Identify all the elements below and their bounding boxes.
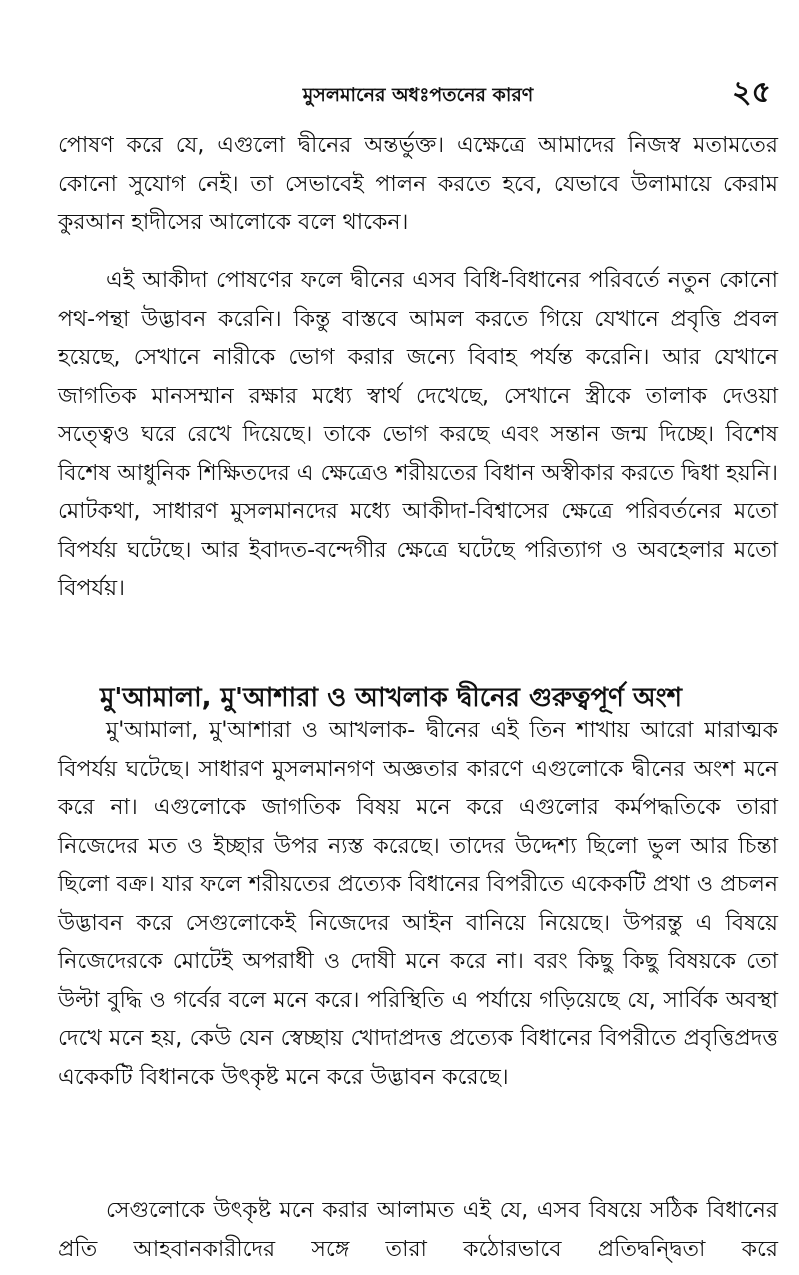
paragraph-3: মু'আমালা, মু'আশারা ও আখলাক- দ্বীনের এই তিন শাখায় আরো মারাত্মক বিপর্যয় ঘটেছে। সাধারণ মুসলমানগণ অজ্ঞতার কারণে এগুলোকে দ্বীনের অংশ মনে করে না। এগুলোকে জাগতিক বিষয় মনে করে এগুলোর কর্মপদ্ধতিকে তারা নিজেদের মত ও ইচ্ছার উপর ন্যস্ত করেছে। তাদের উদ্দেশ্য ছিলো ভুল আর চিন্তা ছিলো বক্র। যার ফলে শরীয়তের প্রত্যেক বিধানের বিপরীতে একেকটি প্রথা ও প্রচলন উদ্ভাবন করে সেগুলোকেই নিজেদের আইন বানিয়ে নিয়েছে। উপরন্তু এ বিষয়ে নিজেদেরকে মোটেই অপরাধী ও দোষী মনে করে না। বরং কিছু কিছু বিষয়কে তো উল্টা বুদ্ধি ও গর্বের বলে মনে করে। পরিস্থিতি এ পর্যায়ে গড়িয়েছে যে, সার্বিক অবস্থা দেখে মনে হয়, কেউ যেন স্বেচ্ছায় খোদাপ্রদত্ত প্রত্যেক বিধানের বিপরীতে প্রবৃত্তিপ্রদত্ত একেকটি বিধানকে উৎকৃষ্ট মনে করে উদ্ভাবন করেছে। [58,718,778,1090]
running-header [0,75,799,120]
paragraph-1: পোষণ করে যে, এগুলো দ্বীনের অন্তর্ভুক্ত। এক্ষেত্রে আমাদের নিজস্ব মতামতের কোনো সুযোগ নেই। তা সেভাবেই পালন করতে হবে, যেভাবে উলামায়ে কেরাম কুরআন হাদীসের আলোকে বলে থাকেন। [58,133,778,235]
page-number: ২৫ [732,75,771,110]
running-title: মুসলমানের অধঃপতনের কারণ [302,84,534,106]
paragraph-2: এই আকীদা পোষণের ফলে দ্বীনের এসব বিধি-বিধানের পরিবর্তে নতুন কোনো পথ-পন্থা উদ্ভাবন করেনি। কিন্তু বাস্তবে আমল করতে গিয়ে যেখানে প্রবৃত্তি প্রবল হয়েছে, সেখানে নারীকে ভোগ করার জন্যে বিবাহ পর্যন্ত করেনি। আর যেখানে জাগতিক মানসম্মান রক্ষার মধ্যে স্বার্থ দেখেছে, সেখানে স্ত্রীকে তালাক দেওয়া সত্ত্বেও ঘরে রেখে দিয়েছে। তাকে ভোগ করছে এবং সন্তান জন্ম দিচ্ছে। বিশেষ বিশেষ আধুনিক শিক্ষিতদের এ ক্ষেত্রেও শরীয়তের বিধান অস্বীকার করতে দ্বিধা হয়নি। মোটকথা, সাধারণ মুসলমানদের মধ্যে আকীদা-বিশ্বাসের ক্ষেত্রে পরিবর্তনের মতো বিপর্যয় ঘটেছে। আর ইবাদত-বন্দেগীর ক্ষেত্রে ঘটেছে পরিত্যাগ ও অবহেলার মতো বিপর্যয়। [58,268,778,601]
paragraph-4: সেগুলোকে উৎকৃষ্ট মনে করার আলামত এই যে, এসব বিষয়ে সঠিক বিধানের প্রতি আহবানকারীদের সঙ্গে তারা কঠোরভাবে প্রতিদ্বন্দ্বিতা করে [58,1198,778,1262]
section-heading: মু'আমালা, মু'আশারা ও আখলাক দ্বীনের গুরুত্বপূর্ণ অংশ [100,683,683,713]
